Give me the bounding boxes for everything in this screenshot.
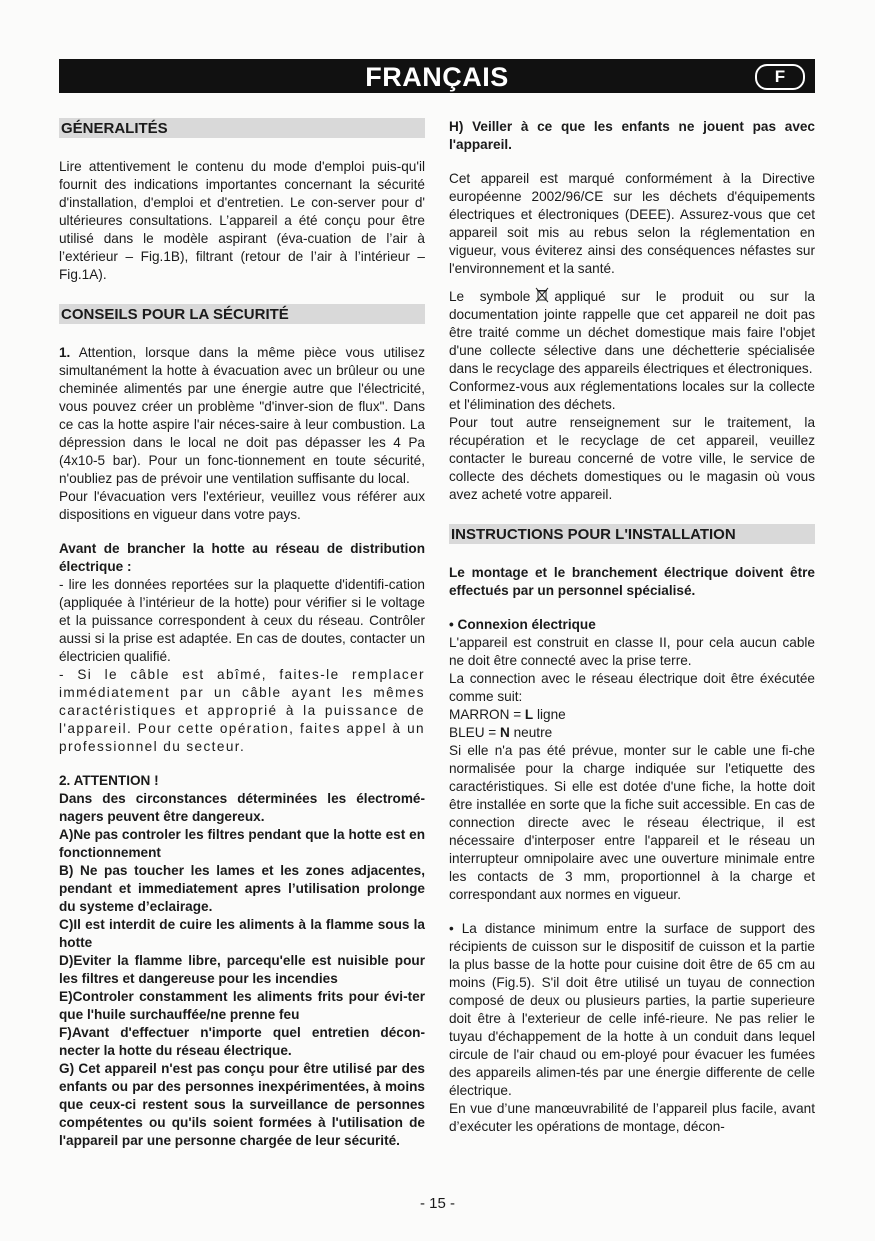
deee-paragraph-4: Pour tout autre renseignement sur le traitement, la récupération et le recyclage de cet appareil, veuillez contacter le bureau concerné de votre ville, le service de collecte des déchets domestiques ou le magasin où vous avez acheté votre appareil. [449, 415, 815, 502]
marron-code: L [524, 707, 534, 722]
distance-paragraph: • La distance minimum entre la surface de support des récipients de cuisson sur le dispositif de cuisson et la partie la plus basse de la hotte pour cuisine doit être de 65 cm au moins (Fig.5). S'il doit être utilisé un tuyau de connection composé de deux ou plusieurs parties, la partie superieure doit être à l'exterieur de celle infé-rieure. Ne pas relier le tuyau d'échappement de la hotte à un conduit dans lequel circule de l'air chaud ou em-ployé pour évacuer les fumées des appareils alimen-tés par une énergie differente de celle électrique. [449, 921, 815, 1098]
section-title-securite: CONSEILS POUR LA SÉCURITÉ [59, 304, 425, 324]
attention-title: 2. ATTENTION ! [59, 773, 159, 788]
generalites-paragraph: Lire attentivement le contenu du mode d'emploi puis-qu'il fournit des indications importantes concernant la sécurité d'installation, d'emploi et d'entretien. Le con-server pour d' ultérieures consultations. L’appareil a été conçu pour être utilisé dans le modèle aspirant (éva-cuation de l’air à l’extérieur – Fig.1B), filtrant (retour de l’air à l’intérieur – Fig.1A). [59, 159, 425, 282]
attention-item-c: C)Il est interdit de cuire les aliments à la flamme sous la hotte [59, 917, 425, 950]
page-title: FRANÇAIS [365, 62, 509, 92]
connexion-paragraph-2: La connection avec le réseau électrique doit être éxécutée comme suit: [449, 671, 815, 704]
section-title-generalites: GÉNERALITÉS [59, 118, 425, 138]
installation-notice: Le montage et le branchement électrique doivent être effectués par un personnel spécialisé. [449, 565, 815, 598]
manoeuvrabilite-paragraph: En vue d’une manœuvrabilité de l’appareil plus facile, avant d’exécuter les opérations de montage, décon- [449, 1101, 815, 1134]
deee-paragraph-1: Cet appareil est marqué conformément à la Directive européenne 2002/96/CE sur les déchets d'équipements électriques et électroniques (DEEE). Assurez-vous que cet appareil soit mis au rebus selon la réglementation en vigueur, vous éviterez ainsi des conséquences néfastes sur l'environnement et la santé. [449, 171, 815, 276]
attention-intro: Dans des circonstances déterminées les électromé-nagers peuvent être dangereux. [59, 791, 425, 824]
deee-paragraph-3: Conformez-vous aux réglementations locales sur la collecte et l'élimination des déchets. [449, 379, 815, 412]
connexion-title: • Connexion électrique [449, 617, 596, 632]
language-badge: F [755, 64, 805, 90]
section-title-installation: INSTRUCTIONS POUR L'INSTALLATION [449, 524, 815, 544]
item-number: 1. [59, 345, 71, 360]
crossed-bin-icon [534, 287, 550, 303]
attention-item-a: A)Ne pas controler les filtres pendant que la hotte est en fonctionnement [59, 827, 425, 860]
branchement-item-1: - lire les données reportées sur la plaquette d'identifi-cation (appliquée à l’intérieur de la hotte) pour vérifier si le voltage et la puissance correspondent à ceux du réseau. Contrôler aussi si la prise est adaptée. En cas de doutes, contacter un électricien qualifié. [59, 577, 425, 664]
branchement-intro: Avant de brancher la hotte au réseau de distribution électrique : [59, 541, 425, 574]
branchement-item-2: - Si le câble est abîmé, faites-le remplacer immédiatement par un câble ayant les mêmes caractéristiques et approprié à la puissance de l'appareil. Pour cette opération, faites appel à un professionnel du secteur. [59, 667, 425, 754]
symbole-label: Le symbole [449, 289, 531, 304]
attention-item-h: H) Veiller à ce que les enfants ne jouent pas avec l'appareil. [449, 119, 815, 152]
attention-item-f: F)Avant d'effectuer n'importe quel entretien décon-necter la hotte du réseau électrique. [59, 1025, 425, 1058]
securite-text-1: Attention, lorsque dans la même pièce vous utilisez simultanément la hotte à évacuation avec un brûleur ou une cheminée alimentés par une énergie autre que l'électricité, vous pouvez créer un problème "d'inver-sion de flux". Dans ce cas la hotte aspire l'air néces-saire à leur combustion. La dépression dans le local ne doit pas dépasser les 4 Pa (4x10-5 bar). Pour un fonc-tionnement en toute sécurité, n'oubliez pas de prévoir une ventilation suffisante du local. [59, 345, 425, 486]
bleu-line [449, 724, 815, 742]
marron-desc: ligne [533, 707, 566, 722]
page-number: - 15 - [419, 1195, 455, 1212]
deee-paragraph-2 [449, 287, 815, 378]
marron-line [449, 706, 815, 724]
attention-item-b: B) Ne pas toucher les lames et les zones adjacentes, pendant et immediatement apres l’utilisation prolonge du systeme d’eclairage. [59, 863, 425, 914]
page-header [59, 59, 815, 93]
bleu-desc: neutre [509, 725, 553, 740]
securite-paragraph-2: Pour l'évacuation vers l'extérieur, veuillez vous référer aux dispositions en vigueur dans votre pays. [59, 489, 425, 522]
attention-item-e: E)Controler constamment les aliments frits pour évi-ter que l'huile surchauffée/ne prenne feu [59, 989, 425, 1022]
connexion-paragraph-1: L'appareil est construit en classe II, pour cela aucun cable ne doit être connecté avec la prise terre. [449, 635, 815, 668]
symbole-text: appliqué sur le produit ou sur la documentation jointe rappelle que cet appareil ne doit pas être traité comme un déchet domestique mais faire l'objet d'une collecte sélective dans une déchetterie spécialisée dans le recyclage des appareils électriques et électroniques. [449, 289, 815, 376]
left-column [59, 118, 425, 1150]
marron-label: MARRON = [449, 707, 525, 722]
securite-paragraph-1 [59, 344, 425, 488]
attention-item-d: D)Eviter la flamme libre, parcequ'elle est nuisible pour les filtres et dangereuse pour les incendies [59, 953, 425, 986]
bleu-code: N [500, 725, 510, 740]
attention-item-g: G) Cet appareil n'est pas conçu pour être utilisé par des enfants ou par des personnes inexpérimentées, à moins que ceux-ci restent sous la surveillance de personnes compétentes ou qu'ils soient formées à l'utilisation de l'appareil par une personne chargée de leur sécurité. [59, 1061, 425, 1148]
right-column [449, 118, 815, 1136]
bleu-label: BLEU = [449, 725, 501, 740]
connexion-paragraph-3: Si elle n'a pas été prévue, monter sur le cable une fi-che normalisée pour la charge indiquée sur l'etiquette des caractéristiques. Si elle est dotée d'une fiche, la hotte doit être installée en sorte que la fiche suit accessible. En cas de connection directe avec le réseau électrique, il est nécessaire d'interposer entre l'appareil et le réseau un interrupteur omnipolaire avec une ouverture minimale entre les contacts de 3 mm, proportionnel à la charge et correspondant aux normes en vigueur. [449, 743, 815, 902]
